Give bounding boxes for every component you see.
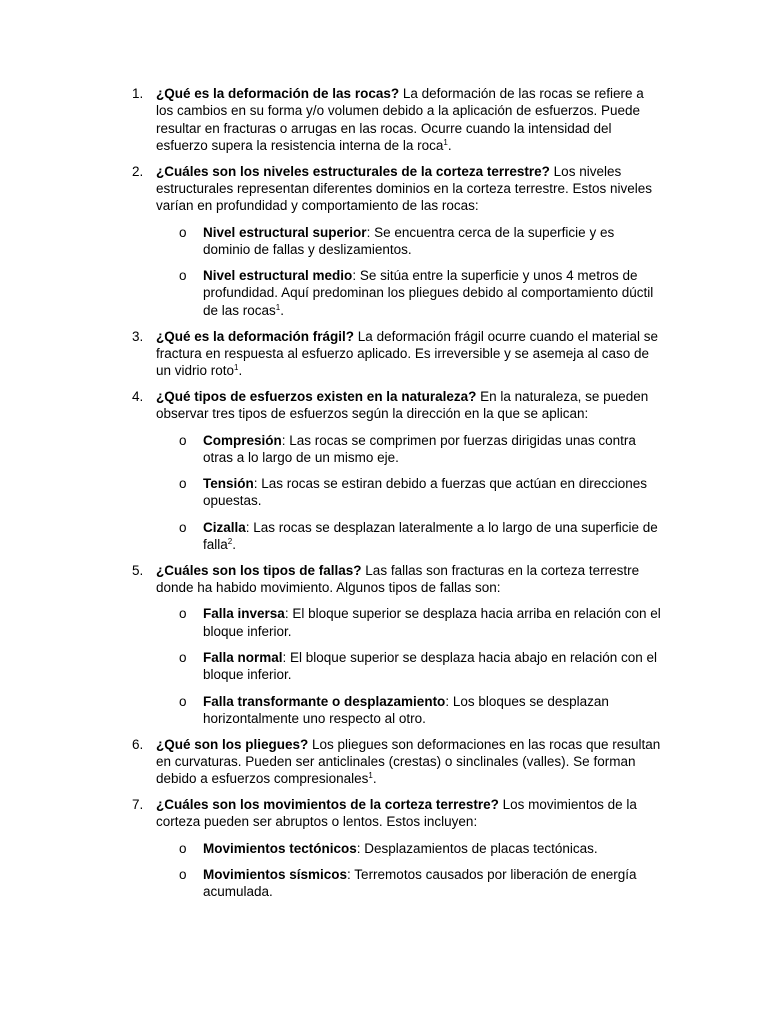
item-number: 2.: [132, 163, 144, 179]
sub-item-text: : Terremotos causados por liberación de energía acumulada.: [203, 866, 637, 900]
sub-item-text: : El bloque superior se desplaza hacia abajo en relación con el bloque inferior.: [203, 650, 658, 683]
question-item: [132, 163, 662, 319]
question-text: ¿Cuáles son los tipos de fallas?: [156, 562, 362, 578]
question-item: [132, 562, 662, 727]
item-number: 4.: [132, 388, 144, 404]
bullet-marker: o: [179, 693, 187, 709]
item-number: 1.: [132, 86, 144, 101]
sub-item-term: Movimientos tectónicos: [203, 840, 357, 856]
sub-item-body: [203, 693, 662, 728]
answer-text: Los niveles estructurales representan diferentes dominios en la corteza terrestre. Estos niveles varían en profundidad y comportamiento de las rocas:: [156, 163, 652, 214]
sub-item: [179, 519, 662, 554]
question-text: ¿Qué es la deformación frágil?: [156, 328, 355, 344]
question-body: [156, 736, 662, 788]
sentence-end: .: [372, 771, 377, 787]
sentence-end: .: [232, 537, 236, 553]
sub-list: [179, 432, 662, 554]
question-body: [156, 85, 662, 154]
question-item: [132, 388, 662, 553]
sentence-end: .: [280, 302, 285, 318]
sub-item-term: Nivel estructural medio: [203, 268, 353, 284]
question-body: [156, 328, 662, 380]
question-body: [156, 796, 662, 831]
question-body: [156, 163, 662, 215]
sub-item: [179, 649, 662, 684]
bullet-marker: o: [179, 519, 187, 535]
footnote-ref: 1: [275, 302, 281, 312]
sub-item-term: Falla normal: [203, 650, 283, 666]
sub-item-term: Movimientos sísmicos: [203, 866, 348, 882]
question-item: [132, 736, 662, 788]
sub-item-term: Tensión: [203, 476, 254, 492]
sub-item-term: Falla inversa: [203, 606, 285, 622]
sub-item-term: Nivel estructural superior: [203, 224, 367, 240]
answer-text: En la naturaleza, se pueden observar tres tipos de esfuerzos según la dirección en la que se aplican:: [156, 388, 649, 422]
footnote-ref: 2: [227, 537, 233, 547]
sub-item-text: : Se encuentra cerca de la superficie y es dominio de fallas y deslizamientos.: [203, 224, 615, 257]
sub-item: [179, 693, 662, 728]
bullet-marker: o: [179, 432, 187, 448]
sub-item-text: : Las rocas se estiran debido a fuerzas que actúan en direcciones opuestas.: [203, 476, 648, 509]
sub-item-text: : Las rocas se desplazan lateralmente a lo largo de una superficie de falla: [203, 519, 658, 553]
question-text: ¿Qué es la deformación de las rocas?: [156, 86, 400, 101]
sub-item-body: [203, 840, 662, 857]
sub-item: [179, 840, 662, 857]
bullet-marker: o: [179, 224, 187, 240]
bullet-marker: o: [179, 606, 187, 622]
sub-list: [179, 224, 662, 319]
question-text: ¿Cuáles son los niveles estructurales de la corteza terrestre?: [156, 163, 550, 179]
sub-item-text: : Desplazamientos de placas tectónicas.: [356, 840, 598, 856]
answer-text: Los pliegues son deformaciones en las rocas que resultan en curvaturas. Pueden ser anticlinales (crestas) o sinclinales (valles). Se forman debido a esfuerzos compresionales: [156, 736, 661, 787]
item-number: 5.: [132, 562, 144, 578]
item-number: 7.: [132, 797, 144, 813]
footnote-ref: 1: [368, 771, 373, 781]
sub-item-term: Compresión: [203, 432, 282, 448]
sub-item-body: [203, 605, 662, 640]
sub-item-text: : El bloque superior se desplaza hacia arriba en relación con el bloque inferior.: [203, 606, 661, 639]
sub-item: [179, 432, 662, 467]
footnote-ref: 1: [443, 137, 448, 147]
sub-item-text: : Se sitúa entre la superficie y unos 4 metros de profundidad. Aquí predominan los pliegues debido al comportamiento dúctil de las rocas: [203, 268, 654, 318]
bullet-marker: o: [179, 866, 187, 882]
question-text: ¿Cuáles son los movimientos de la corteza terrestre?: [156, 797, 499, 813]
question-item: [132, 85, 662, 154]
sub-item-body: [203, 649, 662, 684]
question-item: [132, 796, 662, 900]
question-body: [156, 562, 662, 597]
answer-text: La deformación de las rocas se refiere a los cambios en su forma y/o volumen debido a la aplicación de esfuerzos. Puede resultar en fracturas o arrugas en las rocas. Ocurre cuando la intensidad del esfuerzo supera la resistencia interna de la roca: [156, 86, 644, 153]
answer-text: Las fallas son fracturas en la corteza terrestre donde ha habido movimiento. Algunos tipos de fallas son:: [156, 562, 640, 596]
sub-list: [179, 840, 662, 901]
sub-item-text: : Las rocas se comprimen por fuerzas dirigidas unas contra otras a lo largo de un mismo eje.: [203, 432, 636, 465]
question-item: [132, 328, 662, 380]
answer-text: La deformación frágil ocurre cuando el material se fractura en respuesta al esfuerzo aplicado. Es irreversible y se asemeja al caso de un vidrio roto: [156, 328, 658, 379]
item-number: 3.: [132, 328, 144, 344]
bullet-marker: o: [179, 268, 187, 284]
bullet-marker: o: [179, 476, 187, 492]
sub-item-text: : Los bloques se desplazan horizontalmente uno respecto al otro.: [203, 693, 609, 726]
sub-item: [179, 224, 662, 259]
question-text: ¿Qué son los pliegues?: [156, 736, 309, 752]
item-number: 6.: [132, 736, 144, 752]
sub-item: [179, 475, 662, 510]
sentence-end: .: [238, 363, 243, 379]
sub-item: [179, 605, 662, 640]
sub-item-body: [203, 475, 662, 510]
sub-item-term: Falla transformante o desplazamiento: [203, 693, 446, 709]
sentence-end: .: [447, 137, 452, 153]
sub-item-body: [203, 267, 662, 319]
sub-item: [179, 267, 662, 319]
sub-item: [179, 866, 662, 901]
answer-text: Los movimientos de la corteza pueden ser abruptos o lentos. Estos incluyen:: [156, 797, 637, 830]
sub-list: [179, 605, 662, 727]
question-body: [156, 388, 662, 423]
question-list: [132, 85, 662, 909]
bullet-marker: o: [179, 650, 187, 666]
sub-item-body: [203, 519, 662, 554]
footnote-ref: 1: [234, 363, 239, 373]
sub-item-body: [203, 224, 662, 259]
sub-item-body: [203, 432, 662, 467]
sub-item-body: [203, 866, 662, 901]
question-text: ¿Qué tipos de esfuerzos existen en la naturaleza?: [156, 388, 477, 404]
sub-item-term: Cizalla: [203, 519, 246, 535]
bullet-marker: o: [179, 840, 187, 856]
